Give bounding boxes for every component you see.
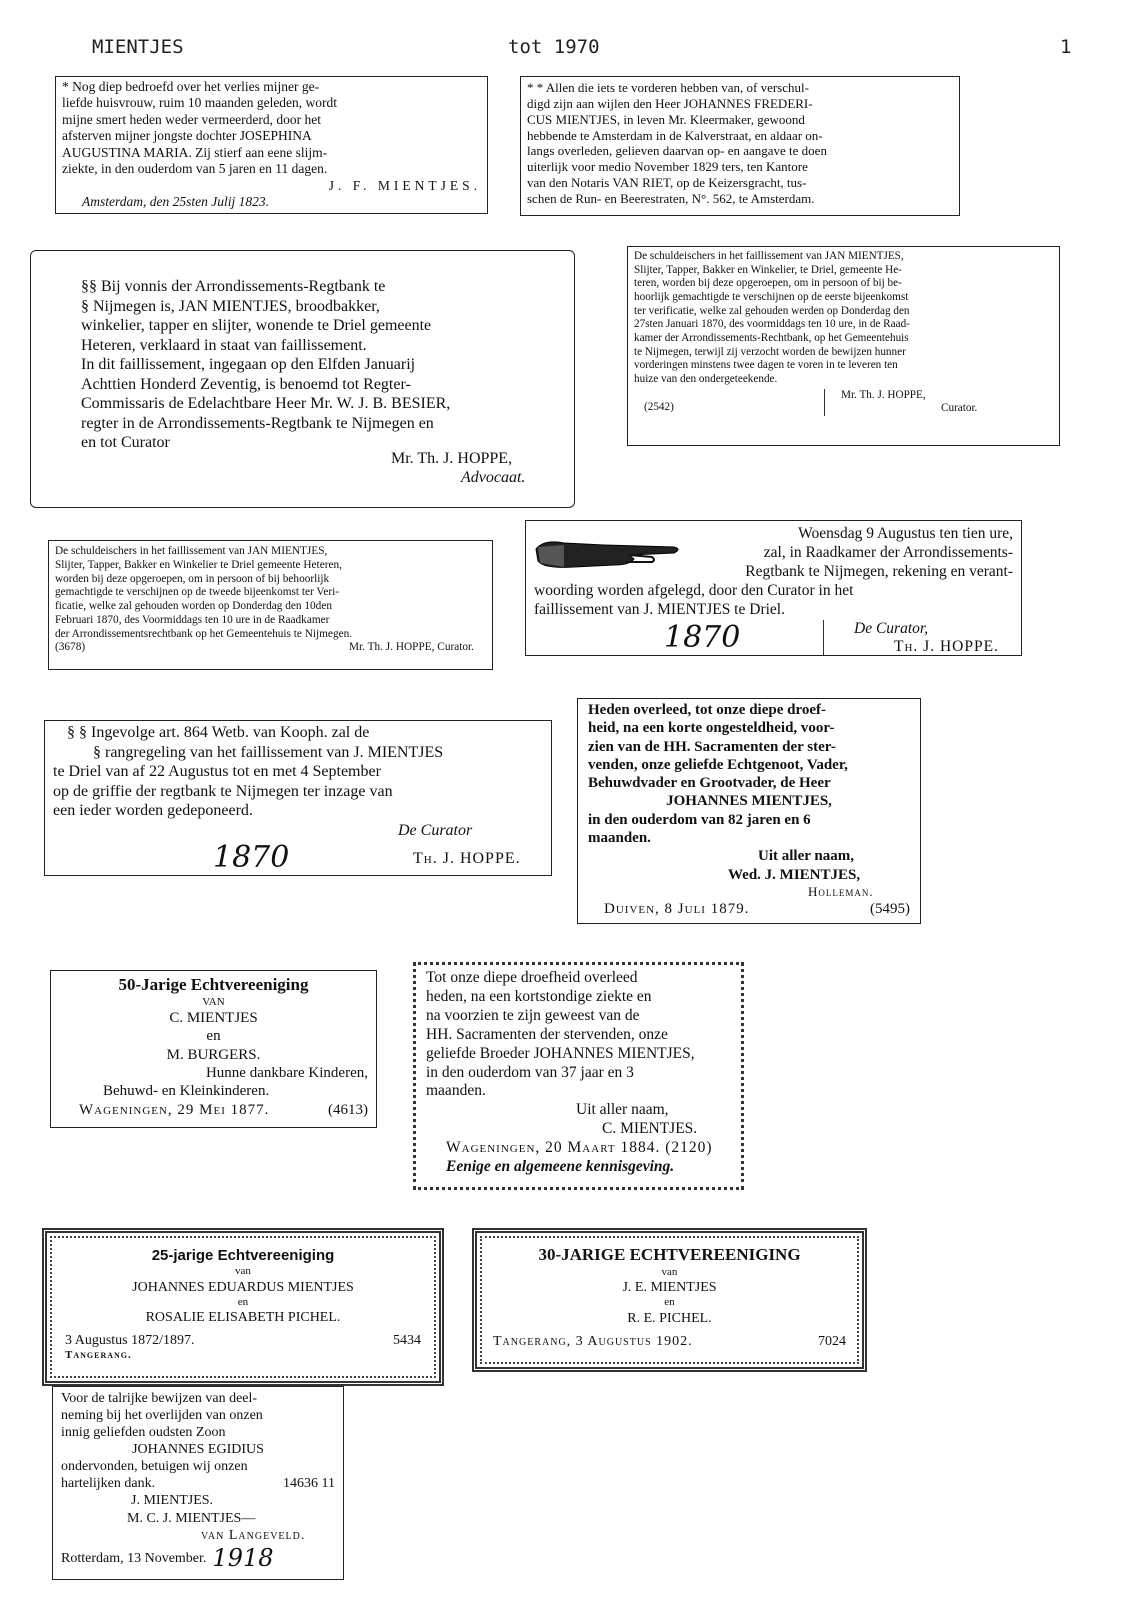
clip-line: J. E. MIENTJES [622,1280,717,1296]
clip-heading: 30-JARIGE ECHTVEREENIGING [538,1245,801,1264]
clip-line: Behuwdvader en Grootvader, de Heer [588,775,831,792]
clip-line: hartelijken dank. [61,1476,156,1492]
header-page-number: 1 [1060,36,1072,58]
clip-line: zien van de HH. Sacramenten der ster- [588,738,836,755]
ad-number: (2542) [644,400,674,413]
signature-title: Curator. [941,402,978,415]
notice-footer: Eenige en algemeene kennisgeving. [446,1158,675,1176]
clip-line: en tot Curator [81,434,170,452]
clip-line: na voorzien te zijn geweest van de [426,1006,640,1024]
place-date: Rotterdam, 13 November. [61,1550,207,1566]
clip-heading: 50-Jarige Echtvereeniging [118,975,309,994]
clip-line: ziekte, in den ouderdom van 5 jaren en 11 dagen. [62,161,328,177]
clip-line: In dit faillissement, ingegaan op den Elfden Januarij [81,356,416,374]
clip-line: VAN [202,995,225,1008]
clip-line: Behuwd- en Kleinkinderen. [103,1083,270,1100]
clip-line: faillissement van J. MIENTJES te Driel. [534,600,785,618]
clip-line: van [235,1265,251,1278]
place: Tangerang. [65,1349,132,1362]
clipping-creditors-second-meeting [48,540,493,670]
clip-line: ondervonden, betuigen wij onzen [61,1459,248,1475]
ad-number: 7024 [818,1333,846,1349]
clip-line: maanden. [588,830,651,847]
signature-title: De Curator, [854,619,929,637]
clipping-creditors-first-meeting [627,246,1060,446]
place-date: Wageningen, 20 Maart 1884. (2120) [446,1139,713,1157]
clip-line: op de griffie der regtbank te Nijmegen ter inzage van [53,782,393,800]
clip-line: kamer der Arrondissements-Rechtbank, op het Gemeentehuis [634,331,909,344]
clip-line: woording worden afgelegd, door den Curator in het [534,581,854,599]
clip-line: AUGUSTINA MARIA. Zij stierf aan eene slijm- [62,144,328,160]
place-date: Duiven, 8 Juli 1879. [604,900,750,917]
signature: Th. J. HOPPE. [413,849,521,867]
clip-line: winkelier, tapper en slijter, wonende te Driel gemeente [81,317,432,335]
place-date: Wageningen, 29 Mei 1877. [79,1101,270,1118]
clip-line: Februari 1870, des Voormiddags ten 10 ure in de Raadkamer [55,613,330,626]
clip-line: HH. Sacramenten der stervenden, onze [426,1025,668,1043]
clipping-ranking-notice [44,720,552,876]
place-date: Tangerang, 3 Augustus 1902. [493,1333,693,1349]
clip-line: schen de Run- en Beerestraten, N°. 562, te Amsterdam. [527,191,815,207]
clip-line: hoorlijk gemachtigde te verschijnen op de eerste bijeenkomst [634,290,909,303]
ad-number: 14636 11 [283,1476,335,1492]
clip-line: een ieder worden gedeponeerd. [53,802,253,820]
clip-line: van [661,1265,678,1278]
clip-line: Woensdag 9 Augustus ten tien ure, [798,525,1013,542]
clip-line: van den Notaris VAN RIET, op de Keizersgracht, tus- [527,175,807,191]
handwritten-year: 1918 [212,1543,274,1572]
clip-line: huize van den ondergeteekende. [634,372,778,385]
clip-heading: 25-jarige Echtvereeniging [151,1247,335,1264]
date: 3 Augustus 1872/1897. [65,1333,195,1349]
clip-line: Achttien Honderd Zeventig, is benoemd tot Regter- [81,375,411,393]
clip-line: De schuldeischers in het faillissement van JAN MIENTJES, [55,545,328,557]
clip-line: digd zijn aan wijlen den Heer JOHANNES FREDERI- [527,95,813,111]
clip-line: JOHANNES MIENTJES, [666,793,832,810]
maiden-name: Holleman. [808,883,874,899]
clip-line: Voor de talrijke bewijzen van deel- [61,1391,258,1406]
clip-line: * Nog diep bedroefd over het verlies mijner ge- [62,79,320,94]
clip-line: C. MIENTJES [169,1010,258,1027]
signature: C. MIENTJES. [602,1120,698,1138]
clip-line: ROSALIE ELISABETH PICHEL. [145,1310,341,1326]
closing: Uit aller naam, [758,848,854,865]
clip-line: M. BURGERS. [166,1046,261,1063]
clip-line: innig geliefden oudsten Zoon [61,1425,226,1441]
clip-line: Heteren, verklaard in staat van faillissement. [81,336,367,354]
clip-line: § rangregeling van het faillissement van J. MIENTJES [93,743,444,761]
signature: J. MIENTJES. [131,1493,214,1509]
clip-line: heid, na een korte ongesteldheid, voor- [588,720,835,737]
clipping-30-year-anniversary [472,1228,867,1372]
clip-line: te Driel van af 22 Augustus tot en met 4 September [53,763,381,781]
clip-line: venden, onze geliefde Echtgenoot, Vader, [588,756,848,773]
clip-line: vorderingen minstens twee dagen te voren in te leveren ten [634,359,898,372]
clip-line: Regtbank te Nijmegen, rekening en verant- [745,562,1013,580]
clip-line: Slijter, Tapper, Bakker en Winkelier te Driel gemeente Heteren, [55,558,342,571]
clip-line: De schuldeischers in het faillissement van JAN MIENTJES, [634,250,904,262]
clip-line: Commissaris de Edelachtbare Heer Mr. W. J. B. BESIER, [81,395,451,413]
clip-line: Slijter, Tapper, Bakker en Winkelier, te Driel, gemeente He- [634,263,902,276]
clipping-death-notice-1884 [413,962,744,1190]
clipping-25-year-anniversary [42,1228,444,1386]
signature: Wed. J. MIENTJES, [728,866,861,883]
clip-line: teren, worden bij deze opgeroepen, om in persoon of bij be- [634,277,902,290]
header-family-name: MIENTJES [92,36,184,58]
signature: Mr. Th. J. HOPPE, [841,388,926,401]
clip-line: afsterven mijner jongste dochter JOSEPHINA [62,128,312,144]
clip-line: in den ouderdom van 82 jaren en 6 [588,811,811,828]
clip-line: regter in de Arrondissements-Regtbank te Nijmegen en [81,414,434,432]
clip-line: * * Allen die iets te vorderen hebben van, of verschul- [527,80,809,95]
signature: Th. J. HOPPE. [894,638,999,656]
clip-line: maanden. [426,1082,486,1100]
clip-line: § § Ingevolge art. 864 Wetb. van Kooph. zal de [67,724,370,741]
signature: M. C. J. MIENTJES— [127,1510,256,1526]
clip-line: 27sten Januari 1870, des voormiddags ten 10 ure, in de Raad- [634,318,910,331]
ad-number: (5495) [870,900,910,917]
clipping-creditors-notice [520,76,960,216]
signature: J. F. MIENTJES. [328,177,481,193]
clip-line: uiterlijk voor medio November 1829 ters, ten Kantore [527,159,808,175]
ad-number: (4613) [328,1101,368,1118]
clip-line: R. E. PICHEL. [627,1310,712,1326]
clip-line: ficatie, welke zal gehouden worden op Donderdag den 10den [55,600,332,613]
clipping-death-notice-1823 [55,76,488,214]
signature-title: Advocaat. [461,469,526,487]
clip-line: Heden overleed, tot onze diepe droef- [588,702,827,718]
clip-line: worden bij deze opgeroepen, om in persoon of bij behoorlijk [55,572,330,585]
clip-line: geliefde Broeder JOHANNES MIENTJES, [426,1044,695,1062]
clip-line: der Arrondissementsrechtbank op het Gemeentehuis te Nijmegen. [55,627,353,640]
clip-line: in den ouderdom van 37 jaar en 3 [426,1063,634,1081]
clip-line: liefde huisvrouw, ruim 10 maanden geleden, wordt [62,95,338,111]
signature: Mr. Th. J. HOPPE, Curator. [348,641,474,654]
signature: van Langeveld. [201,1527,306,1543]
signature-title: De Curator [398,821,473,839]
clip-line: JOHANNES EGIDIUS [132,1442,264,1458]
clip-line: zal, in Raadkamer der Arrondissements- [763,543,1013,561]
clip-line: mijne smert heden weder vermeerderd, door het [62,111,322,127]
clip-line: §§ Bij vonnis der Arrondissements-Regtbank te [81,278,386,295]
pointing-hand-icon [534,529,684,579]
clipping-accounts-notice [525,520,1022,656]
header-period: tot 1970 [508,36,600,58]
signature: Mr. Th. J. HOPPE, [391,449,513,467]
closing: Uit aller naam, [576,1101,669,1119]
clip-line: Hunne dankbare Kinderen, [205,1065,368,1082]
clip-line: langs overleden, gelieven daarvan op- en aangave te doen [527,143,827,159]
clip-line: ter verificatie, welke zal gehouden werden op Donderdag den [634,304,910,317]
clip-line: te Nijmegen, terwijl zij verzocht worden de bewijzen hunner [634,345,906,358]
clipping-bankruptcy-judgment [30,250,575,508]
clip-line: en [664,1296,675,1309]
clip-line: en [206,1028,221,1045]
ad-number: 5434 [393,1333,421,1349]
clipping-death-notice-1879 [577,698,921,924]
place-date: Amsterdam, den 25sten Julij 1823. [82,194,269,210]
handwritten-year: 1870 [213,840,290,876]
clip-line: gemachtigde te verschijnen op de tweede bijeenkomst ter Veri- [55,586,339,599]
clip-line: heden, na een kortstondige ziekte en [426,987,652,1005]
ad-number: (3678) [55,641,86,654]
clipping-50-year-anniversary [50,970,377,1128]
clip-line: Tot onze diepe droefheid overleed [426,969,638,986]
clip-line: hebbende te Amsterdam in de Kalverstraat, en aldaar on- [527,127,823,143]
clipping-thank-you-notice [52,1386,344,1580]
clip-line: neming bij het overlijden van onzen [61,1408,263,1424]
clip-line: en [237,1295,249,1308]
handwritten-year: 1870 [664,619,741,655]
clip-line: CUS MIENTJES, in leven Mr. Kleermaker, gewoond [527,111,805,127]
clip-line: JOHANNES EDUARDUS MIENTJES [132,1279,354,1295]
clip-line: § Nijmegen is, JAN MIENTJES, broodbakker, [81,297,380,315]
